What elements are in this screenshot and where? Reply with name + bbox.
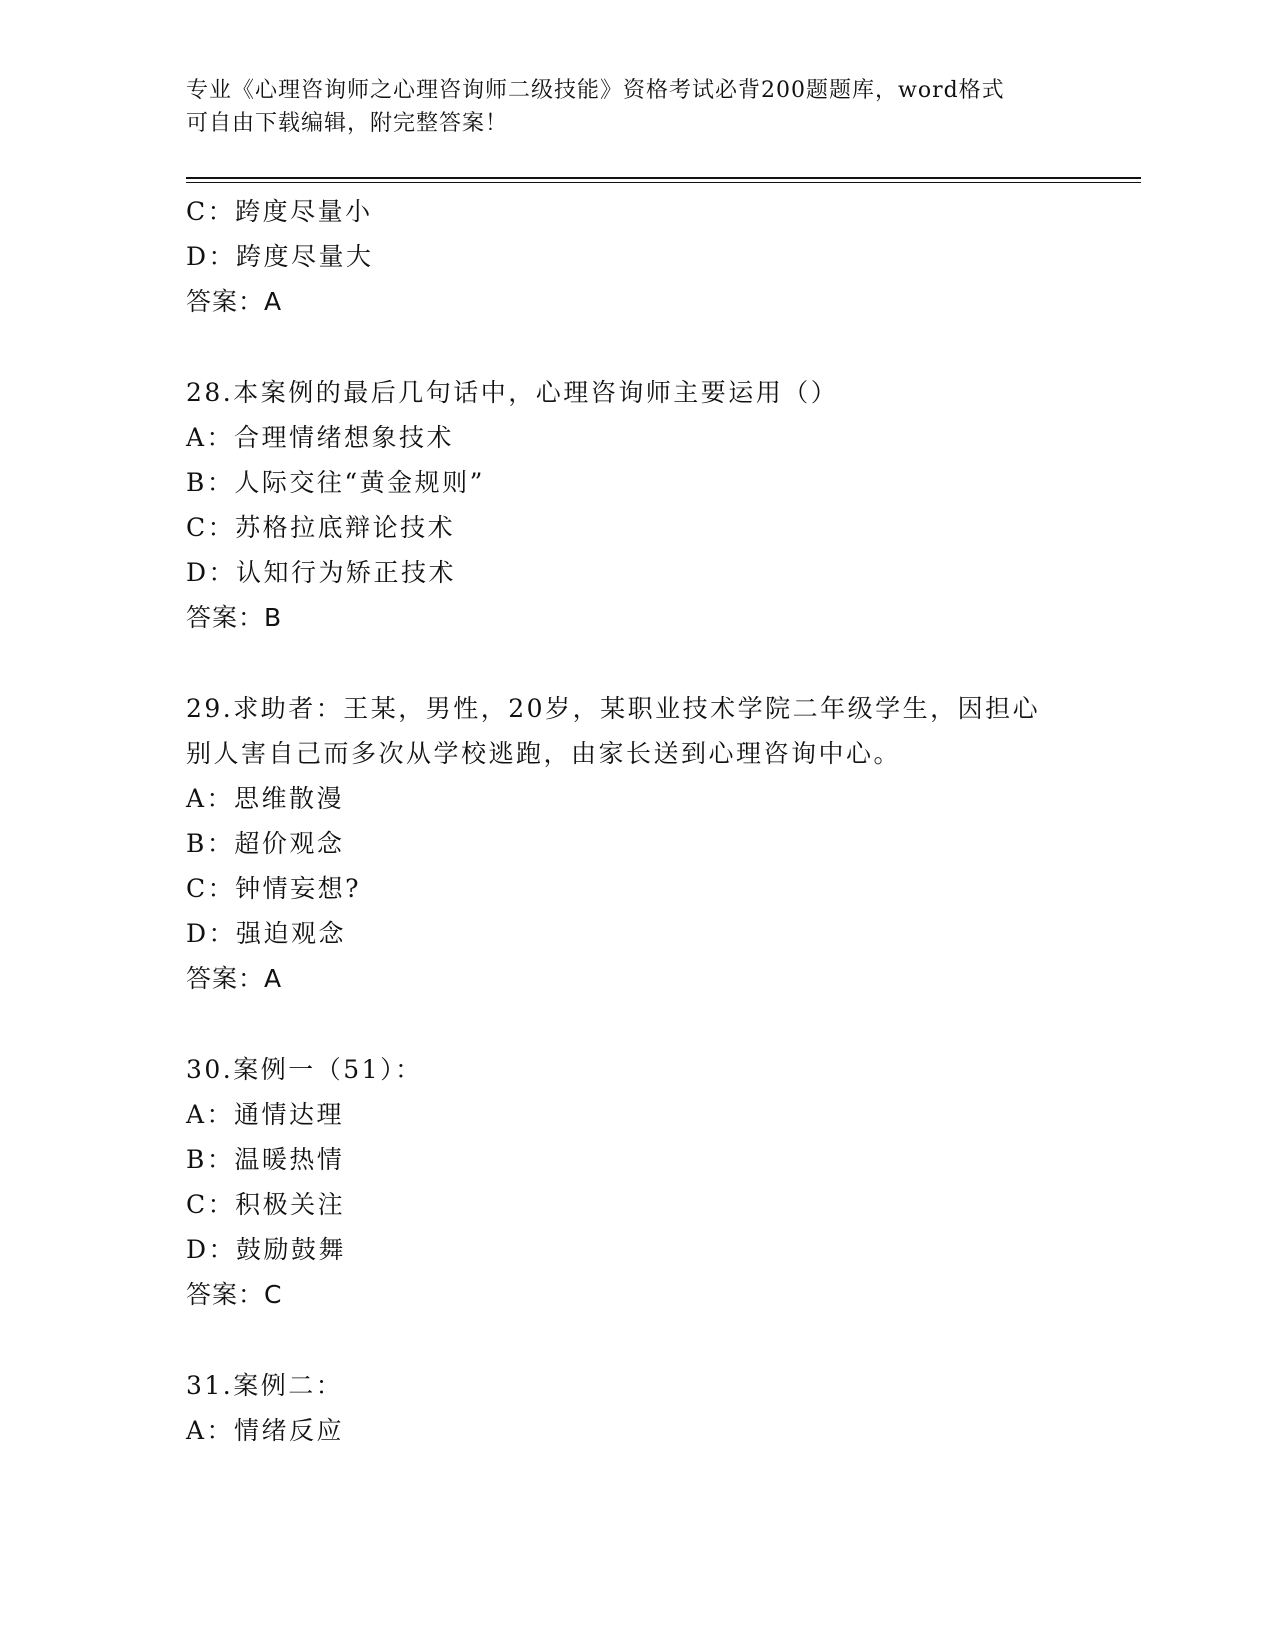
header-title-line-1: 专业《心理咨询师之心理咨询师二级技能》资格考试必背200题题库，word格式 [186,78,1005,103]
option-c: C：钟情妄想? [186,874,362,903]
question-30 [186,1047,1086,1317]
question-stem: 31.案例二： [186,1371,344,1400]
answer-line: 答案：C [186,1280,283,1309]
question-29 [186,686,1086,1001]
answer-line: 答案：A [186,287,283,316]
question-stem: 30.案例一（51）： [186,1055,423,1084]
option-a: A：情绪反应 [186,1416,345,1445]
spacer [186,640,1086,686]
question-28 [186,370,1086,640]
option-d: D：跨度尽量大 [186,242,374,271]
question-31 [186,1363,1086,1453]
header-divider-thin [186,182,1141,183]
spacer [186,1317,1086,1363]
option-b: B：温暖热情 [186,1145,345,1174]
option-d: D：鼓励鼓舞 [186,1235,347,1264]
option-a: A：思维散漫 [186,784,345,813]
option-c: C：苏格拉底辩论技术 [186,513,456,542]
option-b: B：超价观念 [186,829,345,858]
header-divider-thick [186,177,1141,179]
header-title-line-2: 可自由下载编辑，附完整答案！ [186,111,509,136]
document-header [186,74,1086,140]
option-c: C：跨度尽量小 [186,197,373,226]
answer-line: 答案：A [186,964,283,993]
answer-line: 答案：B [186,603,283,632]
question-27-continuation [186,189,1086,324]
question-stem-line-1: 29.求助者：王某，男性，20岁，某职业技术学院二年级学生，因担心 [186,694,1041,723]
option-a: A：合理情绪想象技术 [186,423,455,452]
question-stem: 28.本案例的最后几句话中，心理咨询师主要运用（） [186,378,839,407]
question-stem-line-2: 别人害自己而多次从学校逃跑，由家长送到心理咨询中心。 [186,739,902,768]
question-list [186,189,1086,1453]
option-b: B：人际交往“黄金规则” [186,468,485,497]
option-a: A：通情达理 [186,1100,345,1129]
spacer [186,324,1086,370]
option-c: C：积极关注 [186,1190,346,1219]
option-d: D：强迫观念 [186,919,347,948]
option-d: D：认知行为矫正技术 [186,558,457,587]
spacer [186,1001,1086,1047]
